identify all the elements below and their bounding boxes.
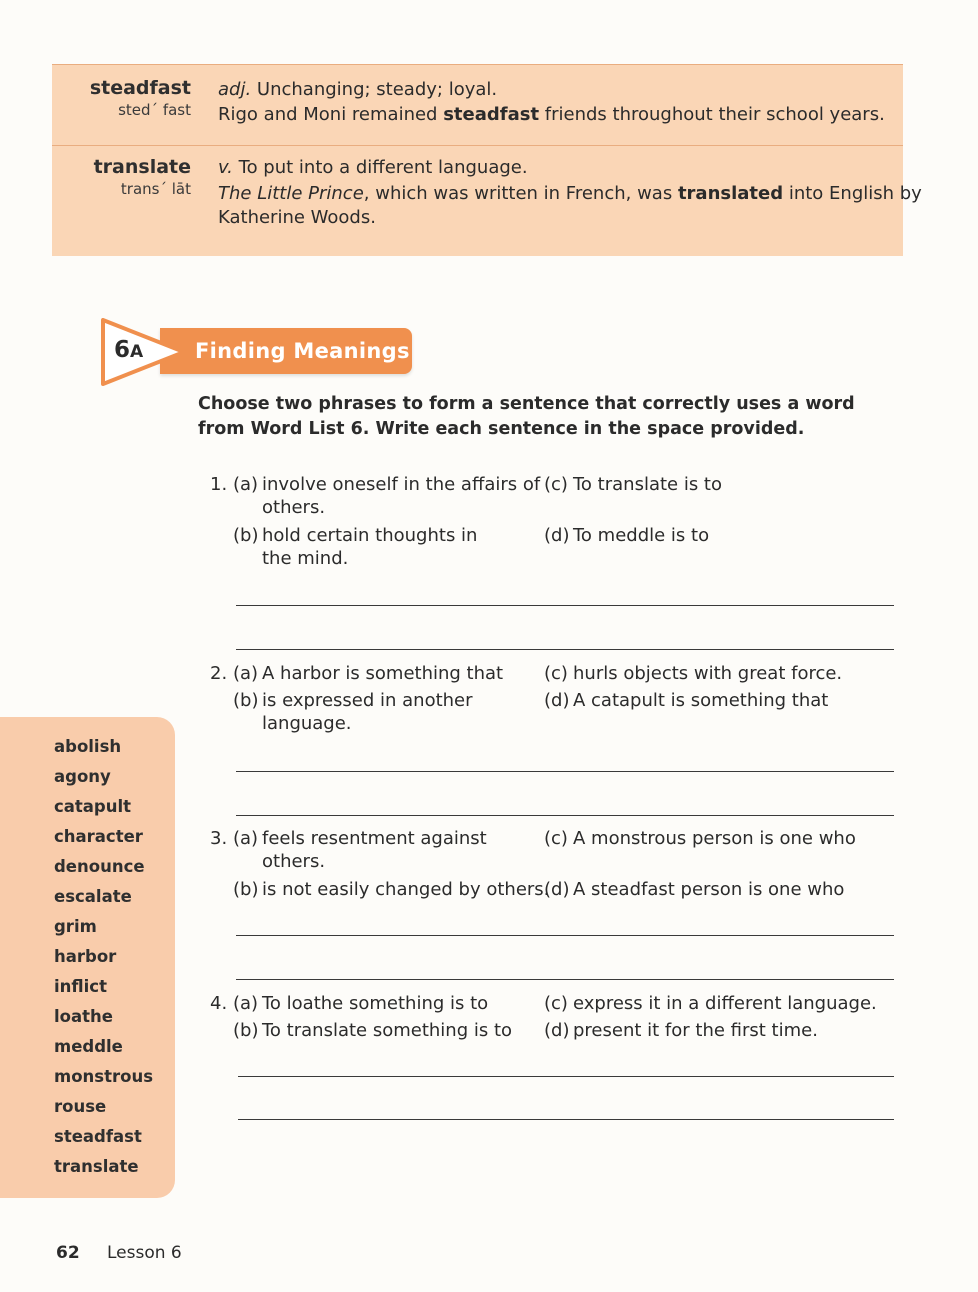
question-3: [210, 827, 910, 907]
word-list-item: catapult: [54, 797, 132, 816]
question-2: [210, 662, 910, 742]
headword: translate: [93, 156, 191, 178]
answer-line[interactable]: [238, 1076, 894, 1077]
option-text: To translate something is to: [262, 1020, 513, 1041]
lesson-label: Lesson 6: [107, 1243, 182, 1263]
entry-divider: [52, 145, 903, 146]
option-text: is expressed in another language.: [262, 690, 473, 734]
definition-line: [218, 156, 528, 180]
option-label: (c): [544, 828, 568, 849]
pronunciation: sted´ fast: [118, 101, 191, 119]
option-label: (d): [544, 879, 570, 900]
word-list-item: character: [54, 827, 143, 846]
option-label: (b): [233, 879, 259, 900]
option-label: (a): [233, 474, 259, 495]
option-label: (c): [544, 663, 568, 684]
option-text: hurls objects with great force.: [573, 663, 843, 684]
word-list-item: loathe: [54, 1007, 113, 1026]
option-text: present it for the first time.: [573, 1020, 818, 1041]
word-list-item: denounce: [54, 857, 145, 876]
option-text: involve oneself in the affairs of others.: [262, 474, 541, 518]
option-label: (c): [544, 993, 568, 1014]
word-list-item: steadfast: [54, 1127, 142, 1146]
example-sentence-cont: Katherine Woods.: [218, 207, 376, 228]
question-1: [210, 473, 910, 573]
example-keyword: translated: [677, 183, 784, 204]
answer-line[interactable]: [236, 649, 894, 650]
option-text: To translate is to: [573, 474, 723, 495]
word-list-item: inflict: [54, 977, 107, 996]
example-text: friends throughout their school years.: [539, 104, 885, 125]
word-list-item: agony: [54, 767, 111, 786]
definition-text: Unchanging; steady; loyal.: [256, 79, 498, 100]
example-text: Rigo and Moni remained: [218, 104, 444, 125]
section-badge: [100, 318, 420, 388]
word-list-item: meddle: [54, 1037, 123, 1056]
option-label: (b): [233, 690, 259, 711]
option-text: A monstrous person is one who: [573, 828, 856, 849]
question-number: 4.: [210, 993, 228, 1014]
answer-line[interactable]: [236, 935, 894, 936]
option-text: To loathe something is to: [262, 993, 489, 1014]
word-list-item: translate: [54, 1157, 139, 1176]
option-label: (a): [233, 663, 259, 684]
option-label: (d): [544, 1020, 570, 1041]
example-text: into English by: [783, 183, 922, 204]
definition-box: [52, 64, 922, 256]
section-title: Finding Meanings: [195, 339, 410, 363]
page-number: 62: [56, 1243, 80, 1263]
part-of-speech: adj.: [218, 79, 252, 100]
example-title: The Little Prince: [218, 183, 364, 204]
option-text: hold certain thoughts in the mind.: [262, 525, 478, 569]
section-number: [114, 337, 143, 363]
option-label: (d): [544, 525, 570, 546]
option-text: A catapult is something that: [573, 690, 829, 711]
example-sentence: [218, 182, 922, 206]
example-keyword: steadfast: [443, 104, 540, 125]
example-text: , which was written in French, was: [363, 183, 678, 204]
section-number-letter: A: [130, 342, 144, 362]
word-list-item: rouse: [54, 1097, 107, 1116]
question-number: 3.: [210, 828, 228, 849]
section-number-digit: 6: [114, 337, 131, 363]
answer-line[interactable]: [236, 771, 894, 772]
option-text: express it in a different language.: [573, 993, 877, 1014]
option-label: (d): [544, 690, 570, 711]
option-label: (a): [233, 828, 259, 849]
question-4: [210, 992, 910, 1052]
pronunciation: trans´ lāt: [120, 180, 191, 198]
option-label: (b): [233, 1020, 259, 1041]
answer-line[interactable]: [238, 1119, 894, 1120]
question-number: 1.: [210, 474, 228, 495]
option-label: (b): [233, 525, 259, 546]
definition-line: [218, 78, 497, 102]
top-rule: [52, 64, 903, 65]
word-list-sidebar: [0, 717, 175, 1198]
option-text: A steadfast person is one who: [573, 879, 845, 900]
answer-line[interactable]: [236, 979, 894, 980]
option-text: A harbor is something that: [262, 663, 504, 684]
definition-text: To put into a different language.: [238, 157, 528, 178]
answer-line[interactable]: [236, 605, 894, 606]
option-text: To meddle is to: [573, 525, 710, 546]
word-list-item: harbor: [54, 947, 117, 966]
option-label: (c): [544, 474, 568, 495]
headword: steadfast: [89, 77, 191, 99]
example-sentence: [218, 103, 885, 127]
answer-line[interactable]: [236, 815, 894, 816]
instructions: Choose two phrases to form a sentence that correctly uses a word from Word List 6. Write each sentence in the space provided.: [198, 394, 855, 439]
word-list-item: monstrous: [54, 1067, 154, 1086]
question-number: 2.: [210, 663, 228, 684]
word-list-item: escalate: [54, 887, 132, 906]
word-list-item: abolish: [54, 737, 122, 756]
option-label: (a): [233, 993, 259, 1014]
option-text: is not easily changed by others.: [262, 879, 550, 900]
word-list-item: grim: [54, 917, 97, 936]
option-text: feels resentment against others.: [262, 828, 487, 872]
part-of-speech: v.: [218, 157, 233, 178]
